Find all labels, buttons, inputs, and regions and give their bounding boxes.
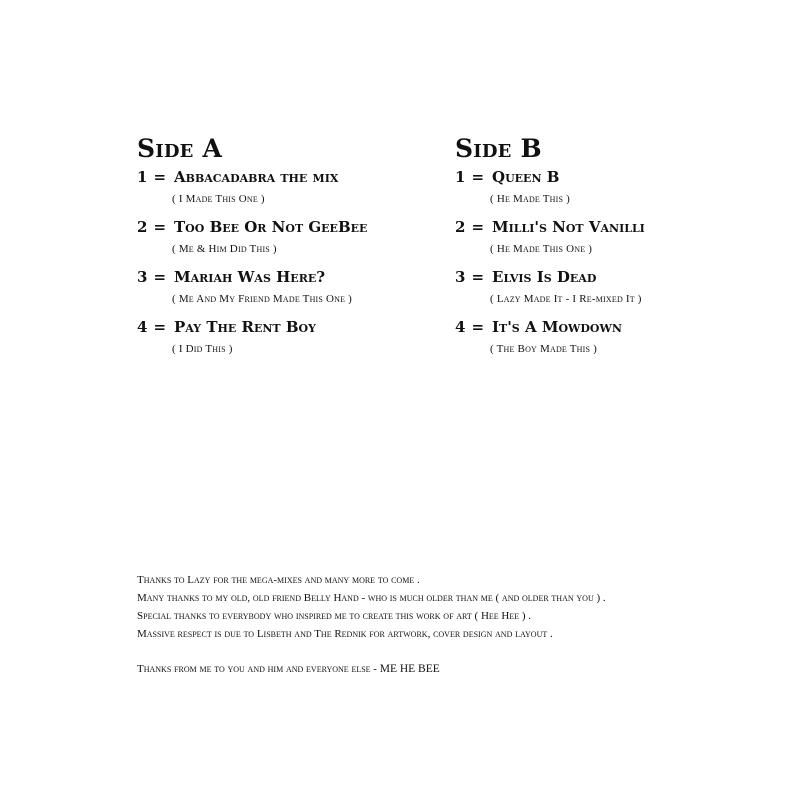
track-number: 4 bbox=[137, 318, 148, 336]
track-item bbox=[137, 168, 367, 218]
track-title: Mariah Was Here? bbox=[174, 268, 326, 286]
track-item bbox=[455, 268, 645, 318]
track-number: 2 bbox=[455, 218, 466, 236]
track-title-line bbox=[455, 268, 645, 286]
track-number: 3 bbox=[137, 268, 148, 286]
track-title: Elvis Is Dead bbox=[492, 268, 597, 286]
track-number: 4 bbox=[455, 318, 466, 336]
track-number: 1 bbox=[137, 168, 148, 186]
track-credit: ( He Made This ) bbox=[490, 193, 570, 205]
track-title-line bbox=[137, 318, 367, 336]
thanks-line: Thanks to Lazy for the mega-mixes and many more to come . bbox=[137, 574, 420, 586]
track-equals: = bbox=[471, 218, 485, 236]
track-title: It's A Mowdown bbox=[492, 318, 622, 336]
track-credit: ( Me And My Friend Made This One ) bbox=[172, 293, 353, 305]
thanks-section bbox=[137, 571, 606, 678]
track-equals: = bbox=[153, 168, 167, 186]
track-credit: ( The Boy Made This ) bbox=[490, 343, 597, 355]
track-title: Pay The Rent Boy bbox=[174, 318, 316, 336]
track-number: 2 bbox=[137, 218, 148, 236]
track-title-line bbox=[137, 268, 367, 286]
track-number: 3 bbox=[455, 268, 466, 286]
track-item bbox=[455, 318, 645, 368]
track-title: Too Bee Or Not GeeBee bbox=[174, 218, 368, 236]
track-title-line bbox=[455, 168, 645, 186]
track-item bbox=[137, 218, 367, 268]
track-credit: ( I Made This One ) bbox=[172, 193, 265, 205]
track-equals: = bbox=[153, 268, 167, 286]
track-title-line bbox=[455, 318, 645, 336]
side-b-tracklist bbox=[455, 134, 645, 368]
track-title-line bbox=[137, 168, 367, 186]
thanks-line: Massive respect is due to Lisbeth and The Rednik for artwork, cover design and layout . bbox=[137, 628, 553, 640]
side-a-tracklist bbox=[137, 134, 367, 368]
track-title: Queen B bbox=[492, 168, 560, 186]
track-equals: = bbox=[153, 218, 167, 236]
track-credit: ( I Did This ) bbox=[172, 343, 233, 355]
track-equals: = bbox=[153, 318, 167, 336]
track-title-line bbox=[137, 218, 367, 236]
track-item bbox=[137, 268, 367, 318]
track-number: 1 bbox=[455, 168, 466, 186]
track-credit: ( Me & Him Did This ) bbox=[172, 243, 277, 255]
track-item bbox=[137, 318, 367, 368]
thanks-line: Many thanks to my old, old friend Belly Hand - who is much older than me ( and older than you ) . bbox=[137, 592, 606, 604]
track-credit: ( Lazy Made It - I Re-mixed It ) bbox=[490, 293, 642, 305]
track-equals: = bbox=[471, 318, 485, 336]
side-b-heading: Side B bbox=[455, 134, 542, 163]
track-item bbox=[455, 168, 645, 218]
track-title: Milli's Not Vanilli bbox=[492, 218, 645, 236]
track-item bbox=[455, 218, 645, 268]
track-equals: = bbox=[471, 168, 485, 186]
thanks-line: Special thanks to everybody who inspired me to create this work of art ( Hee Hee ) . bbox=[137, 610, 532, 622]
track-equals: = bbox=[471, 268, 485, 286]
final-thanks-line bbox=[137, 660, 606, 678]
signature: ME HE BEE bbox=[379, 663, 440, 675]
track-title: Abbacadabra the mix bbox=[174, 168, 339, 186]
side-a-heading: Side A bbox=[137, 134, 223, 163]
final-thanks-text: Thanks from me to you and him and everyone else - bbox=[137, 663, 380, 675]
track-credit: ( He Made This One ) bbox=[490, 243, 593, 255]
track-title-line bbox=[455, 218, 645, 236]
